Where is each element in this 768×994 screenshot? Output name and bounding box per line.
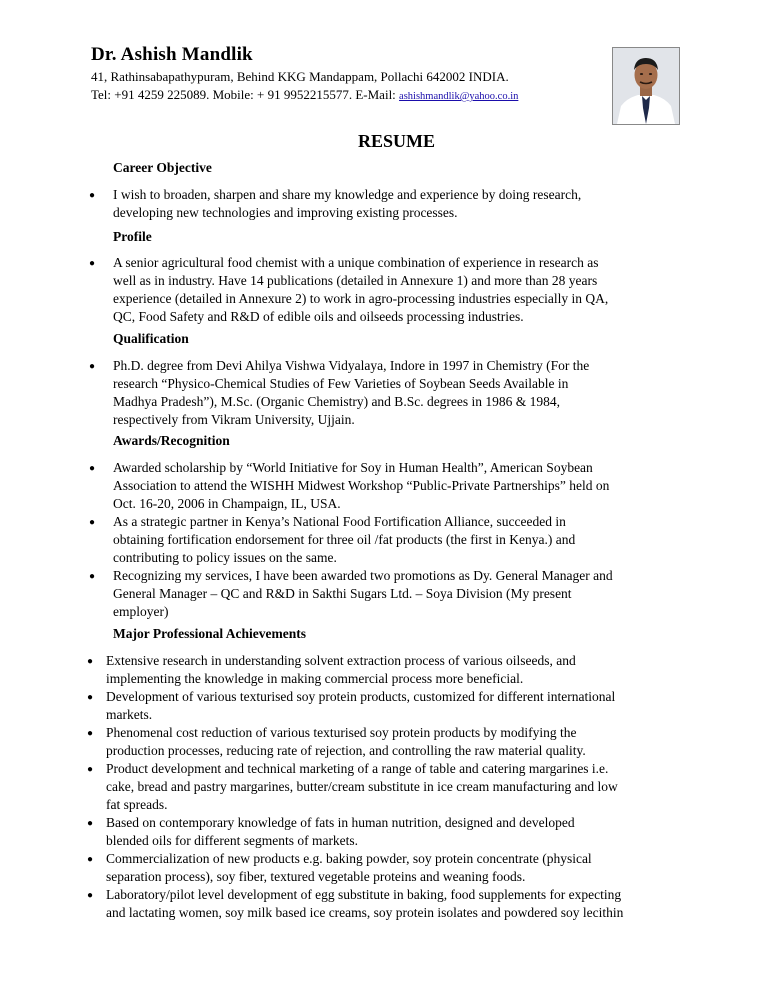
list-item: ● I wish to broaden, sharpen and share my knowledge and experience by doing research, developing new technologies and improving existing processes. [89, 187, 582, 220]
list-item: ● Extensive research in understanding solvent extraction process of various oilseeds, and implementing the knowledge in making commercial process more beneficial. [87, 653, 576, 686]
heading-career-objective: Career Objective [113, 160, 212, 175]
bullet-icon: ● [89, 258, 96, 269]
bullet-icon: ● [87, 692, 94, 703]
achievements-list [0, 652, 768, 922]
list-item: ● A senior agricultural food chemist with a unique combination of experience in research as well as in industry. Have 14 publications (detailed in Annexure 1) and more than 28 years experience (detailed in Annexure 2) to work in agro-processing industries especially in QA, QC, Food Safety and R&D of edible oils and oilseeds processing industries. [89, 255, 609, 324]
email-link[interactable]: ashishmandlik@yahoo.co.in [399, 91, 519, 102]
heading-qualification: Qualification [113, 331, 189, 346]
address-line: 41, Rathinsabapathypuram, Behind KKG Mandappam, Pollachi 642002 INDIA. [91, 69, 509, 84]
candidate-name: Dr. Ashish Mandlik [91, 44, 253, 65]
profile-list [0, 254, 768, 326]
contact-line [91, 87, 518, 103]
phone-text: Tel: +91 4259 225089. Mobile: + 91 9952215577. E-Mail: [91, 87, 400, 102]
bullet-icon: ● [87, 818, 94, 829]
portrait-photo [612, 47, 680, 125]
page-title: RESUME [357, 131, 435, 151]
list-item: ● Product development and technical marketing of a range of table and catering margarines i.e. cake, bread and pastry margarines, butter/cream substitute in ice cream manufacturing and low fat spreads. [87, 761, 618, 812]
list-item: ● Development of various texturised soy protein products, customized for different international markets. [87, 689, 616, 722]
list-item: ● Ph.D. degree from Devi Ahilya Vishwa Vidyalaya, Indore in 1997 in Chemistry (For the research “Physico-Chemical Studies of Few Varieties of Soybean Seeds Available in Madhya Pradesh”), M.Sc. (Organic Chemistry) and B.Sc. degrees in 1986 & 1984, respectively from Vikram University, Ujjain. [89, 358, 590, 427]
bullet-icon: ● [89, 361, 96, 372]
career-objective-list [0, 186, 768, 222]
heading-achievements: Major Professional Achievements [113, 626, 306, 641]
bullet-icon: ● [89, 571, 96, 582]
list-item: ● Commercialization of new products e.g. baking powder, soy protein concentrate (physical separation process), soy fiber, textured vegetable proteins and weaning foods. [87, 851, 592, 884]
list-item: ● Awarded scholarship by “World Initiative for Soy in Human Health”, American Soybean Association to attend the WISHH Midwest Workshop “Public-Private Partnerships” held on Oct. 16-20, 2006 in Champaign, IL, USA. [89, 460, 610, 511]
bullet-icon: ● [89, 463, 96, 474]
heading-awards: Awards/Recognition [113, 433, 230, 448]
list-item: ● Laboratory/pilot level development of egg substitute in baking, food supplements for expecting and lactating women, soy milk based ice creams, soy protein isolates and powdered soy lecithin [87, 887, 624, 920]
awards-list [0, 459, 768, 621]
qualification-list [0, 357, 768, 429]
bullet-icon: ● [87, 764, 94, 775]
list-item: ● Recognizing my services, I have been awarded two promotions as Dy. General Manager and General Manager – QC and R&D in Sakthi Sugars Ltd. – Soya Division (My present employer) [89, 568, 613, 619]
bullet-icon: ● [87, 656, 94, 667]
heading-profile: Profile [113, 229, 152, 244]
portrait-icon [613, 48, 679, 124]
bullet-icon: ● [87, 890, 94, 901]
bullet-icon: ● [87, 854, 94, 865]
bullet-icon: ● [87, 728, 94, 739]
list-item: ● As a strategic partner in Kenya’s National Food Fortification Alliance, succeeded in obtaining fortification endorsement for three oil /fat products (the first in Kenya.) and contributing to policy issues on the same. [89, 514, 576, 565]
list-item: ● Phenomenal cost reduction of various texturised soy protein products by modifying the production processes, reducing rate of rejection, and controlling the raw material quality. [87, 725, 586, 758]
list-item: ● Based on contemporary knowledge of fats in human nutrition, designed and developed blended oils for different segments of markets. [87, 815, 575, 848]
bullet-icon: ● [89, 517, 96, 528]
bullet-icon: ● [89, 190, 96, 201]
